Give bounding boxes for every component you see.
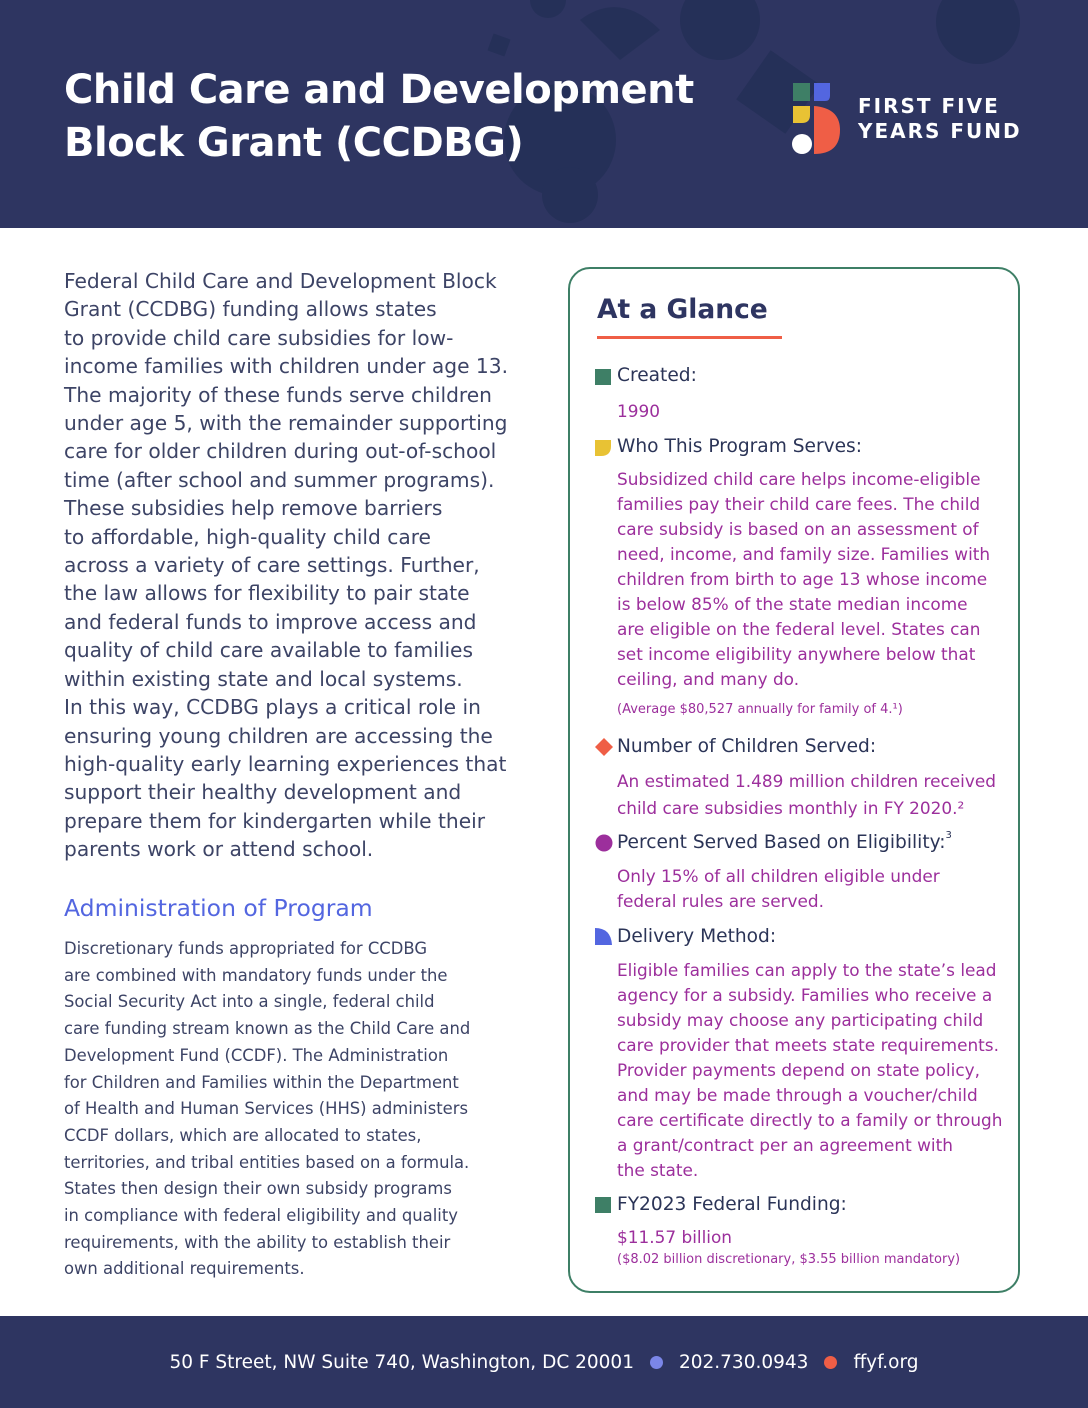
serves-label: Who This Program Serves: <box>617 436 863 457</box>
intro-line: The majority of these funds serve children <box>64 382 492 407</box>
intro-line: ensuring young children are accessing the <box>64 723 493 748</box>
logo-line: FIRST FIVE <box>858 94 1000 118</box>
admin-line: Social Security Act into a single, federal child <box>64 992 435 1012</box>
admin-line: requirements, with the ability to establish their <box>64 1232 451 1252</box>
children-served-label: Number of Children Served: <box>617 736 877 757</box>
serves-description <box>617 467 990 692</box>
intro-paragraph <box>64 267 534 864</box>
intro-line: under age 5, with the remainder supporting <box>64 411 508 436</box>
funding-value <box>617 1225 732 1250</box>
created-label: Created: <box>617 365 697 386</box>
footer-address: 50 F Street, NW Suite 740, Washington, DC 20001 <box>169 1351 634 1373</box>
created-value <box>617 399 660 424</box>
green-square-icon <box>595 369 611 385</box>
percent-served-value <box>617 864 940 914</box>
funding-label: FY2023 Federal Funding: <box>617 1194 847 1215</box>
serves-line: set income eligibility anywhere below that <box>617 644 976 664</box>
logo-mark-icon <box>790 82 846 158</box>
intro-line: quality of child care available to families <box>64 638 473 663</box>
serves-footnote: (Average $80,527 annually for family of 4.¹) <box>617 702 903 717</box>
title-line: Block Grant (CCDBG) <box>64 120 524 166</box>
footer-phone[interactable]: 202.730.0943 <box>678 1351 809 1373</box>
intro-line: Federal Child Care and Development Block <box>64 269 497 293</box>
title-underline <box>597 336 782 339</box>
delivery-line: Provider payments depend on state policy, <box>617 1060 980 1080</box>
logo-line: YEARS FUND <box>858 119 1022 143</box>
intro-line: to provide child care subsidies for low- <box>64 325 454 350</box>
intro-line: within existing state and local systems. <box>64 666 463 691</box>
header-banner <box>0 0 1088 228</box>
green-square-icon <box>595 1197 611 1213</box>
page-title <box>64 64 694 170</box>
admin-line: for Children and Families within the Department <box>64 1072 459 1092</box>
intro-line: to affordable, high-quality child care <box>64 524 431 549</box>
at-a-glance-title: At a Glance <box>597 294 768 325</box>
delivery-line: a grant/contract per an agreement with <box>617 1135 953 1155</box>
purple-circle-icon <box>595 834 613 852</box>
intro-line: time (after school and summer programs). <box>64 467 495 492</box>
percent-served-label <box>617 829 952 853</box>
intro-line: prepare them for kindergarten while their <box>64 808 486 833</box>
children-served-value <box>617 768 996 822</box>
delivery-method-description <box>617 958 1002 1183</box>
intro-line: care for older children during out-of-school <box>64 439 497 464</box>
serves-line: Subsidized child care helps income-eligible <box>617 469 981 489</box>
delivery-line: care certificate directly to a family or through <box>617 1110 1003 1130</box>
intro-line: Grant (CCDBG) funding allows states <box>64 297 437 322</box>
admin-line: territories, and tribal entities based on a formula. <box>64 1152 470 1172</box>
admin-line: own additional requirements. <box>64 1259 305 1279</box>
footer-bar <box>0 1316 1088 1408</box>
admin-line: Development Fund (CCDF). The Administration <box>64 1045 449 1065</box>
delivery-line: subsidy may choose any participating child <box>617 1010 984 1030</box>
intro-line: high-quality early learning experiences that <box>64 751 507 776</box>
delivery-line: care provider that meets state requirements. <box>617 1035 999 1055</box>
admin-line: care funding stream known as the Child Care and <box>64 1019 471 1039</box>
administration-paragraph <box>64 936 514 1283</box>
percent-line: federal rules are served. <box>617 891 825 911</box>
children-line: child care subsidies monthly in FY 2020.² <box>617 798 965 818</box>
separator-dot-icon <box>824 1356 837 1369</box>
separator-dot-icon <box>650 1356 663 1369</box>
delivery-line: agency for a subsidy. Families who receive a <box>617 985 993 1005</box>
coral-diamond-icon <box>595 738 613 756</box>
serves-line: ceiling, and many do. <box>617 669 800 689</box>
serves-line: care subsidy is based on an assessment of <box>617 519 979 539</box>
serves-line: families pay their child care fees. The child <box>617 494 981 514</box>
delivery-line: and may be made through a voucher/child <box>617 1085 978 1105</box>
serves-line: need, income, and family size. Families with <box>617 544 991 564</box>
serves-line: is below 85% of the state median income <box>617 594 968 614</box>
admin-line: of Health and Human Services (HHS) administers <box>64 1099 469 1119</box>
logo-text <box>858 94 1022 144</box>
intro-line: and federal funds to improve access and <box>64 609 477 634</box>
admin-line: Discretionary funds appropriated for CCDBG <box>64 939 428 958</box>
blue-leaf-icon <box>595 928 613 946</box>
admin-line: States then design their own subsidy programs <box>64 1179 452 1199</box>
title-line: Child Care and Development <box>64 67 694 113</box>
yellow-quarter-icon <box>595 440 611 456</box>
percent-line: Only 15% of all children eligible under <box>617 866 940 886</box>
admin-line: CCDF dollars, which are allocated to states, <box>64 1125 422 1145</box>
footnote-marker: 3 <box>945 829 952 841</box>
first-five-years-fund-logo <box>790 82 1030 158</box>
funding-amount: $11.57 billion <box>617 1227 733 1247</box>
intro-line: support their healthy development and <box>64 780 462 805</box>
percent-label-text: Percent Served Based on Eligibility: <box>617 832 946 853</box>
intro-line: parents work or attend school. <box>64 837 374 862</box>
intro-line: the law allows for flexibility to pair state <box>64 581 470 606</box>
funding-breakdown: ($8.02 billion discretionary, $3.55 billion mandatory) <box>617 1252 961 1267</box>
children-line: An estimated 1.489 million children received <box>617 771 996 791</box>
delivery-line: Eligible families can apply to the state’s lead <box>617 960 997 980</box>
administration-heading: Administration of Program <box>64 894 373 922</box>
serves-line: are eligible on the federal level. States can <box>617 619 981 639</box>
intro-line: across a variety of care settings. Further, <box>64 553 480 578</box>
footer-contact <box>0 1316 1088 1408</box>
intro-line: income families with children under age 13. <box>64 354 509 379</box>
intro-line: These subsidies help remove barriers <box>64 496 443 521</box>
delivery-method-label: Delivery Method: <box>617 926 777 947</box>
admin-line: are combined with mandatory funds under the <box>64 965 448 985</box>
intro-line: In this way, CCDBG plays a critical role in <box>64 695 481 720</box>
delivery-line: the state. <box>617 1160 699 1180</box>
created-value-text: 1990 <box>617 401 660 421</box>
admin-line: in compliance with federal eligibility and quality <box>64 1206 458 1226</box>
serves-line: children from birth to age 13 whose income <box>617 569 988 589</box>
footer-website-link[interactable]: ffyf.org <box>853 1351 919 1373</box>
